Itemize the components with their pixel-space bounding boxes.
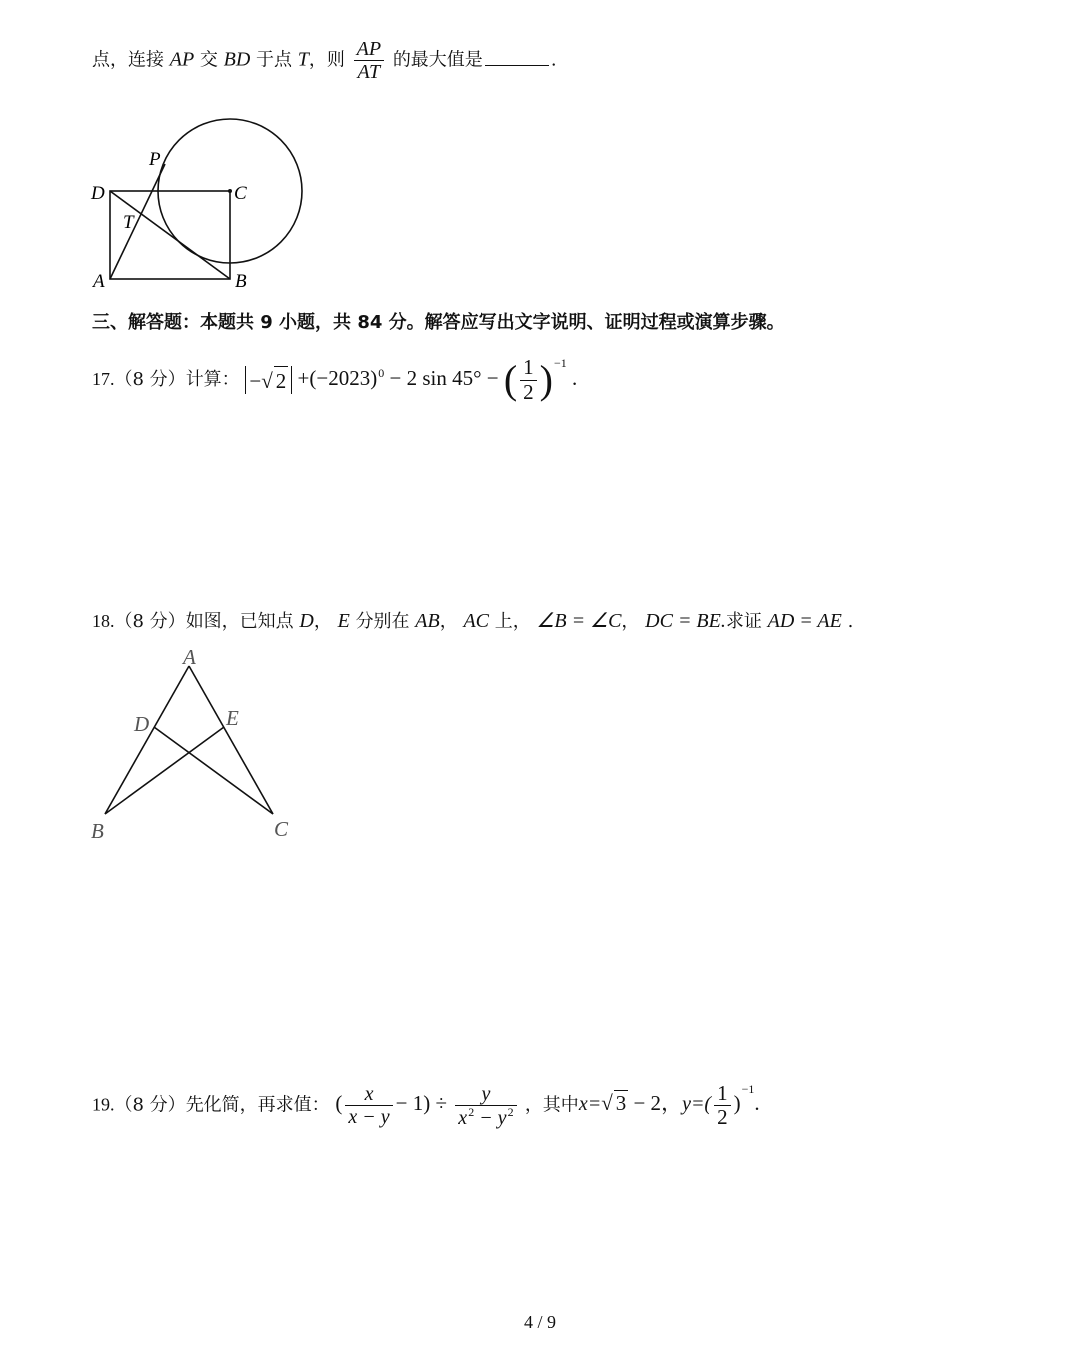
q18-comma3: ， <box>621 611 640 632</box>
q17-lparen: ( <box>503 357 518 402</box>
fig18-label-e: E <box>226 706 239 730</box>
q19-f1-den: x − y <box>348 1106 390 1129</box>
q19-f2-den <box>455 1106 516 1129</box>
q19-minus2: − 2 <box>628 1091 662 1116</box>
q17-minus-sqrt: −√ <box>249 369 273 393</box>
q19-half-den: 2 <box>717 1105 728 1130</box>
q16-mid3: ，则 <box>308 49 345 71</box>
fig18-label-c: C <box>274 817 289 841</box>
q19-text2: ，其中 <box>524 1094 579 1116</box>
q17-rparen: ) <box>539 357 553 402</box>
fig18-side-ac <box>189 666 273 814</box>
q17-radicand: 2 <box>274 366 289 395</box>
fig16-label-t: T <box>123 212 134 233</box>
q17-exp0: 0 <box>378 365 385 380</box>
q19-exp2-x: 2 <box>468 1104 475 1119</box>
q19-f2-den-y: − y <box>474 1106 507 1129</box>
fig16-diagram <box>85 112 315 297</box>
q16-mid1: 交 <box>199 49 218 71</box>
q19-exp-neg1: −1 <box>741 1082 755 1096</box>
q18-number: 18. <box>92 611 115 631</box>
q17-abs-value <box>245 366 292 394</box>
q19-expression <box>335 1082 524 1129</box>
q19-sqrt-sym: √ <box>601 1091 613 1116</box>
q19-frac1 <box>345 1083 392 1128</box>
q18-d: D <box>299 610 314 632</box>
fig16-label-p: P <box>149 149 161 170</box>
q19-exp2-y: 2 <box>507 1104 514 1119</box>
q18-text3: 上， <box>494 611 531 632</box>
q17-expression <box>245 355 578 404</box>
q16-suffix: 的最大值是 <box>392 49 483 71</box>
q16-tail-line <box>92 38 557 83</box>
q16-frac-num: AP <box>354 38 384 61</box>
q17-end: . <box>572 365 578 390</box>
answer-blank[interactable] <box>485 49 549 66</box>
q18-line <box>92 609 853 633</box>
q19-x-eq: x= <box>578 1093 602 1116</box>
q16-prefix: 点，连接 <box>92 49 164 71</box>
q17-half <box>520 356 537 403</box>
q19-radicand: 3 <box>615 1091 627 1116</box>
q18-ab: AB <box>415 610 440 632</box>
q17-number: 17. <box>92 368 115 389</box>
q18-angle-eq: ∠B = ∠C <box>536 610 622 632</box>
q18-text4: 求证 <box>725 611 762 632</box>
q18-comma2: ， <box>439 611 458 632</box>
q19-half <box>714 1082 731 1129</box>
q19-minus1: − 1) ÷ <box>395 1091 448 1116</box>
q17-prompt: 计算： <box>185 368 240 390</box>
q19-lparen: ( <box>335 1091 343 1116</box>
q19-comma: ， <box>661 1091 683 1116</box>
fig18-label-a: A <box>183 645 196 669</box>
q18-ac: AC <box>463 610 490 632</box>
section3-heading: 三、解答题：本题共 9 小题，共 84 分。解答应写出文字说明、证明过程或演算步骤。 <box>92 312 785 333</box>
fig16-label-b: B <box>235 271 247 292</box>
fig18-segment-dc <box>154 727 273 814</box>
fig18-segment-be <box>105 727 224 814</box>
q19-rparen: ) <box>733 1091 741 1116</box>
q16-frac-den: AT <box>357 61 381 83</box>
q16-fraction <box>354 38 384 83</box>
q17-plus: + <box>297 365 310 390</box>
fig16-diagonal-bd <box>110 191 230 279</box>
q18-text1: 如图，已知点 <box>185 611 294 632</box>
fig18-label-b: B <box>91 819 104 843</box>
q18-e: E <box>337 610 350 632</box>
q16-ap: AP <box>169 48 195 71</box>
q19-f2-num: y <box>455 1083 516 1106</box>
fig16-label-c: C <box>234 183 247 204</box>
fig18-diagram <box>85 642 315 847</box>
q19-end: . <box>754 1091 760 1116</box>
q19-line <box>92 1082 760 1129</box>
q18-ad-ae: AD = AE <box>767 610 842 632</box>
q18-end: . <box>847 611 854 632</box>
q19-number: 19. <box>92 1094 115 1115</box>
q17-exp-neg1: −1 <box>553 356 567 370</box>
fig18-side-ab <box>105 666 189 814</box>
fig16-label-a: A <box>93 271 105 292</box>
q18-text2: 分别在 <box>355 611 410 632</box>
q16-mid2: 于点 <box>256 49 293 71</box>
fig16-line-ap <box>110 164 165 279</box>
q19-half-num: 1 <box>714 1082 731 1106</box>
q19-score: （8 分） <box>114 1094 186 1116</box>
q19-f2-den-x: x <box>458 1106 468 1129</box>
q16-end: . <box>550 49 557 71</box>
q16-t: T <box>297 48 309 71</box>
fig16-point-c <box>228 189 232 193</box>
q19-values <box>578 1081 760 1130</box>
q17-sin-term: − 2 sin 45° − <box>389 365 499 390</box>
q17-half-den: 2 <box>523 379 534 404</box>
fig16-label-d: D <box>91 183 105 204</box>
q16-bd: BD <box>223 48 251 71</box>
page-number: 4 / 9 <box>523 1312 556 1332</box>
q18-score: （8 分） <box>114 611 186 632</box>
fig18-label-d: D <box>134 712 150 736</box>
q17-score: （8 分） <box>114 368 186 390</box>
q19-frac2 <box>455 1083 516 1129</box>
q19-y-eq: y=( <box>682 1093 712 1116</box>
q17-base: (−2023) <box>309 365 378 390</box>
q18-dc-be: DC = BE. <box>645 610 726 632</box>
q19-text1: 先化简，再求值： <box>185 1094 330 1116</box>
q17-line <box>92 356 577 404</box>
q18-comma1: ， <box>313 611 332 632</box>
q19-f1-num: x <box>345 1083 392 1106</box>
q17-half-num: 1 <box>520 356 537 380</box>
